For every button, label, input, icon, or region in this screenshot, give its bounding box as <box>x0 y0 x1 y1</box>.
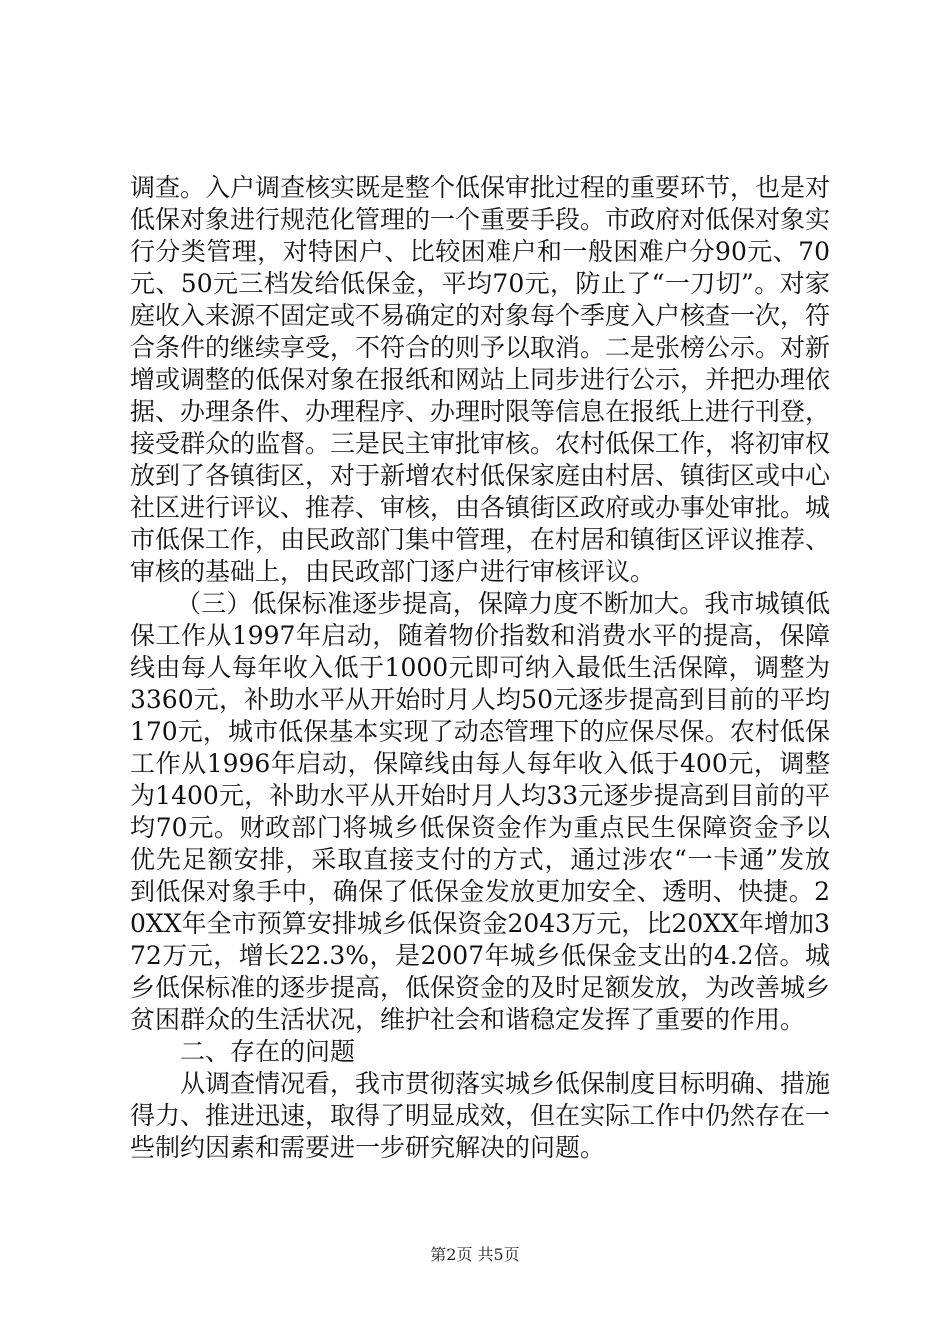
paragraph-low-income-standards: （三）低保标准逐步提高，保障力度不断加大。我市城镇低保工作从1997年启动，随着物价指数和消费水平的提高，保障线由每人每年收入低于1000元即可纳入最低生活保障，调整为3360元，补助水平从开始时月人均50元逐步提高到目前的平均170元，城市低保基本实现了动态管理下的应保尽保。农村低保工作从1996年启动，保障线由每人每年收入低于400元，调整为1400元，补助水平从开始时月人均33元逐步提高到目前的平均70元。财政部门将城乡低保资金作为重点民生保障资金予以优先足额安排，采取直接支付的方式，通过涉农“一卡通”发放到低保对象手中，确保了低保金发放更加安全、透明、快捷。20XX年全市预算安排城乡低保资金2043万元，比20XX年增加372万元，增长22.3%，是2007年城乡低保金支出的4.2倍。城乡低保标准的逐步提高，低保资金的及时足额发放，为改善城乡贫困群众的生活状况，维护社会和谐稳定发挥了重要的作用。 <box>130 589 831 1034</box>
paragraph-problems-intro: 从调查情况看，我市贯彻落实城乡低保制度目标明确、措施得力、推进迅速，取得了明显成效，但在实际工作中仍然存在一些制约因素和需要进一步研究解决的问题。 <box>130 1069 831 1162</box>
document-body <box>130 172 830 1164</box>
section-heading-problems: 二、存在的问题 <box>180 1037 356 1066</box>
paragraph-low-income-review: 调查。入户调查核实既是整个低保审批过程的重要环节，也是对低保对象进行规范化管理的一个重要手段。市政府对低保对象实行分类管理，对特困户、比较困难户和一般困难户分90元、70元、50元三档发给低保金，平均70元，防止了“一刀切”。对家庭收入来源不固定或不易确定的对象每个季度入户核查一次，符合条件的继续享受，不符合的则予以取消。二是张榜公示。对新增或调整的低保对象在报纸和网站上同步进行公示，并把办理依据、办理条件、办理程序、办理时限等信息在报纸上进行刊登，接受群众的监督。三是民主审批审核。农村低保工作，将初审权放到了各镇街区，对于新增农村低保家庭由村居、镇街区或中心社区进行评议、推荐、审核，由各镇街区政府或办事处审批。城市低保工作，由民政部门集中管理，在村居和镇街区评议推荐、审核的基础上，由民政部门逐户进行审核评议。 <box>130 173 831 586</box>
page-number-footer: 第2页 共5页 <box>430 1245 520 1264</box>
